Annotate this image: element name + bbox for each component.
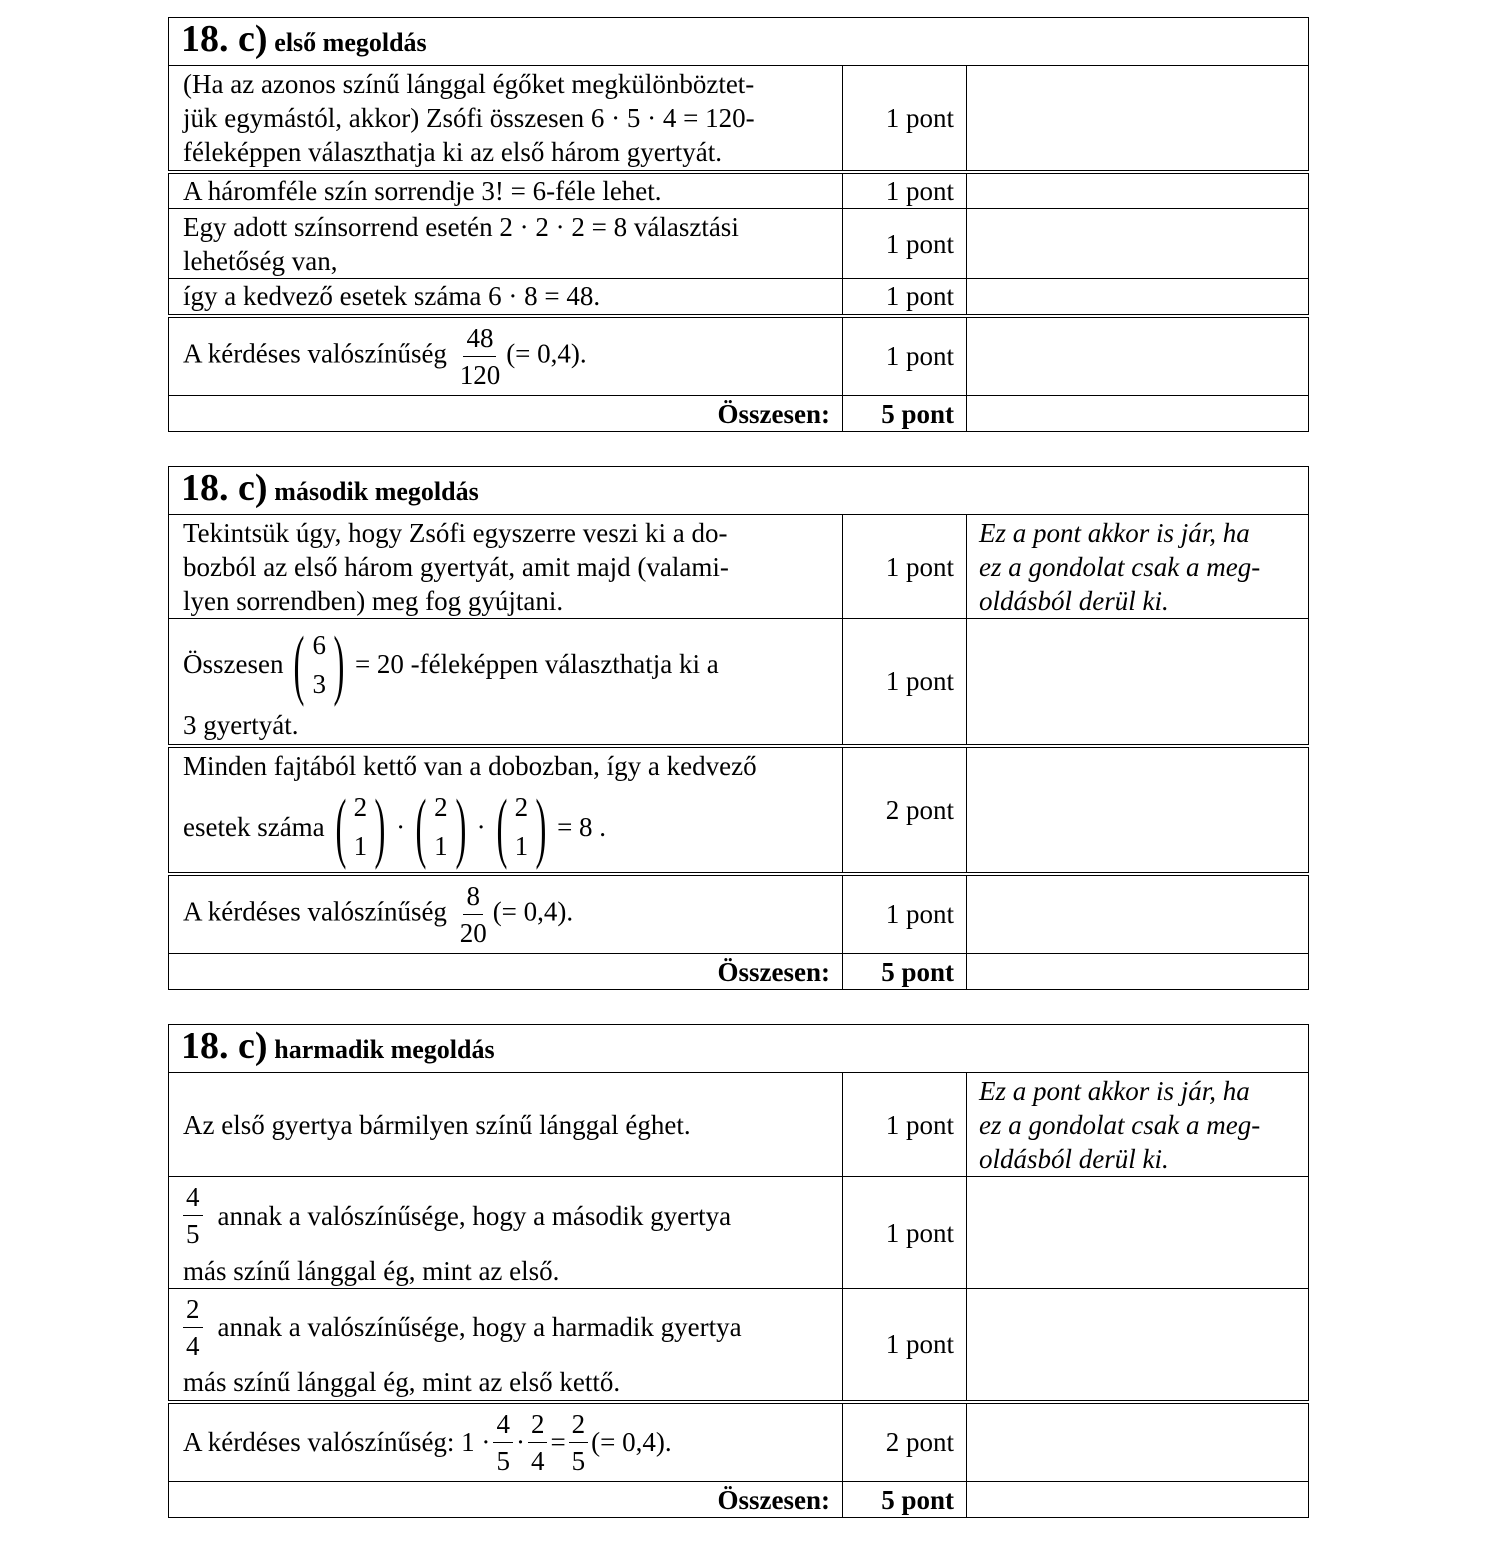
total-row [169,1482,1309,1518]
note-cell [967,1289,1309,1402]
note-cell [967,279,1309,316]
table-row [169,279,1309,316]
text-line: más színű lánggal ég, mint az első kettő. [183,1367,621,1398]
binomial-top: 2 [514,792,529,822]
points-cell: 1 pont [843,209,967,279]
fraction-numerator: 2 [569,1406,589,1443]
points-cell: 1 pont [843,515,967,619]
fraction [457,320,504,393]
step-text [169,1177,843,1289]
table-row [169,619,1309,746]
table-row [169,316,1309,396]
note-cell [967,746,1309,874]
multiply-dot: · [396,811,406,842]
points-cell: 1 pont [843,66,967,172]
binomial-inner [515,788,529,866]
solution-title: második megoldás [274,477,479,506]
fraction-numerator: 4 [493,1406,513,1443]
total-points: 5 pont [843,954,967,990]
binomial-top: 2 [353,792,368,822]
note-line: Ez a pont akkor is jár, ha [979,517,1250,548]
binomial-bottom: 1 [514,831,529,861]
fraction-numerator: 4 [183,1179,203,1216]
step-text [169,316,843,396]
points-cell: 1 pont [843,874,967,954]
table-row [169,746,1309,874]
points-cell: 1 pont [843,619,967,746]
table-row [169,1402,1309,1482]
text-line: (Ha az azonos színű lánggal égőket megkülönböztet- [183,68,755,99]
left-paren: ( [415,782,427,870]
text-line: jük egymástól, akkor) Zsófi összesen 6 · 5 · 4 = 120- [183,102,755,133]
solution-title: harmadik megoldás [274,1035,495,1064]
binomial-bottom: 3 [312,668,326,699]
fraction-denominator: 4 [530,1445,545,1476]
note-cell [967,396,1309,432]
binomial-coefficient [328,782,393,870]
binomial-coefficient [286,620,351,708]
text-span: = 8 . [557,811,607,842]
points-cell: 2 pont [843,1402,967,1482]
note-cell [967,619,1309,746]
points-cell: 1 pont [843,316,967,396]
fraction [183,1291,203,1364]
total-row [169,954,1309,990]
left-paren: ( [294,620,305,708]
points-cell: 1 pont [843,279,967,316]
step-text [169,1402,843,1482]
table-row [169,209,1309,279]
right-paren: ) [455,782,467,870]
text-line: lehetőség van, [183,245,338,276]
note-line: Ez a pont akkor is jár, ha [979,1075,1250,1106]
fraction-denominator: 120 [459,359,501,390]
text-line: Egy adott színsorrend esetén 2 · 2 · 2 = 8 választási [183,211,739,242]
table-row [169,515,1309,619]
total-label: Összesen: [169,1482,843,1518]
solution-2-header [169,467,1309,515]
table-row [169,1177,1309,1289]
text-line: Minden fajtából kettő van a dobozban, így a kedvező [183,750,757,781]
binomial-inner [434,788,448,866]
binomial-inner [354,788,368,866]
right-paren: ) [333,620,345,708]
note-cell [967,1402,1309,1482]
note-line: ez a gondolat csak a meg- [979,551,1261,582]
multiply-dot: · [476,811,486,842]
right-paren: ) [535,782,547,870]
text-line: 3 gyertyát. [183,710,299,741]
note-cell [967,515,1309,619]
text-span: A kérdéses valószínűség [183,896,447,927]
multiply-dot: · [515,1427,525,1458]
text-line: lyen sorrendben) meg fog gyújtani. [183,585,564,616]
fraction [183,1179,203,1252]
task-number: 18. c) [181,1025,268,1067]
binomial-coefficient [489,782,554,870]
table-row [169,874,1309,954]
note-line: oldásból derül ki. [979,1143,1169,1174]
total-label: Összesen: [169,954,843,990]
fraction-denominator: 5 [186,1219,200,1249]
note-line: oldásból derül ki. [979,585,1169,616]
binomial-bottom: 1 [434,831,448,861]
note-cell [967,1073,1309,1177]
table-row [169,66,1309,172]
fraction-denominator: 20 [459,917,487,948]
text-span: A kérdéses valószínűség: 1 · [183,1427,491,1458]
note-line: ez a gondolat csak a meg- [979,1109,1261,1140]
left-paren: ( [496,782,508,870]
fraction-denominator: 5 [571,1445,586,1476]
note-cell [967,1482,1309,1518]
fraction [493,1406,513,1479]
task-number: 18. c) [181,467,268,509]
points-cell: 1 pont [843,1177,967,1289]
fraction-numerator: 2 [528,1406,548,1443]
left-paren: ( [335,782,347,870]
text-span: (= 0,4). [591,1427,672,1458]
binomial-bottom: 1 [353,831,368,861]
solution-title: első megoldás [274,28,427,57]
step-text [169,746,843,874]
text-span: esetek száma [183,811,325,842]
step-text [169,515,843,619]
fraction-denominator: 5 [496,1445,510,1476]
text-line: más színű lánggal ég, mint az első. [183,1255,560,1286]
fraction [528,1406,548,1479]
total-row [169,396,1309,432]
fraction [569,1406,589,1479]
text-line: féleképpen választhatja ki az első három gyertyát. [183,136,723,167]
binomial-top: 6 [312,629,326,660]
text-line: bozból az első három gyertyát, amit majd (valami- [183,551,729,582]
solution-3-header [169,1025,1309,1073]
task-number: 18. c) [181,18,268,60]
step-text [169,1289,843,1402]
note-cell [967,954,1309,990]
step-text [169,66,843,172]
text-span: (= 0,4). [506,338,587,369]
note-cell [967,1177,1309,1289]
text-line: Tekintsük úgy, hogy Zsófi egyszerre veszi ki a do- [183,517,728,548]
total-points: 5 pont [843,1482,967,1518]
table-row [169,1073,1309,1177]
equals-sign: = [550,1427,566,1458]
solution-1-table [168,17,1309,432]
step-text: így a kedvező esetek száma 6 · 8 = 48. [169,279,843,316]
text-span: Összesen [183,649,284,680]
text-span: annak a valószínűsége, hogy a harmadik gyertya [217,1312,742,1343]
fraction [457,878,490,951]
points-cell: 1 pont [843,1289,967,1402]
text-span: = 20 -féleképpen választhatja ki a [354,649,719,680]
solution-1-header [169,18,1309,66]
text-span: A kérdéses valószínűség [183,338,447,369]
step-text [169,619,843,746]
table-row [169,1289,1309,1402]
step-text [169,874,843,954]
note-cell [967,316,1309,396]
total-points: 5 pont [843,396,967,432]
points-cell: 1 pont [843,1073,967,1177]
total-label: Összesen: [169,396,843,432]
right-paren: ) [374,782,386,870]
fraction-denominator: 4 [186,1330,200,1361]
fraction-numerator: 48 [463,320,496,357]
fraction-numerator: 8 [463,878,483,915]
solution-2-table [168,466,1309,990]
step-text: Az első gyertya bármilyen színű lánggal éghet. [169,1073,843,1177]
points-cell: 2 pont [843,746,967,874]
step-text [169,209,843,279]
table-row [169,172,1309,209]
solution-3-table [168,1024,1309,1518]
note-cell [967,209,1309,279]
text-span: (= 0,4). [492,896,574,927]
points-cell: 1 pont [843,172,967,209]
binomial-coefficient [408,782,473,870]
binomial-inner [312,625,326,703]
fraction-numerator: 2 [183,1291,203,1328]
binomial-top: 2 [434,792,448,822]
text-span: annak a valószínűsége, hogy a második gyertya [217,1200,732,1231]
note-cell [967,66,1309,172]
note-cell [967,874,1309,954]
step-text: A háromféle szín sorrendje 3! = 6-féle lehet. [169,172,843,209]
note-cell [967,172,1309,209]
